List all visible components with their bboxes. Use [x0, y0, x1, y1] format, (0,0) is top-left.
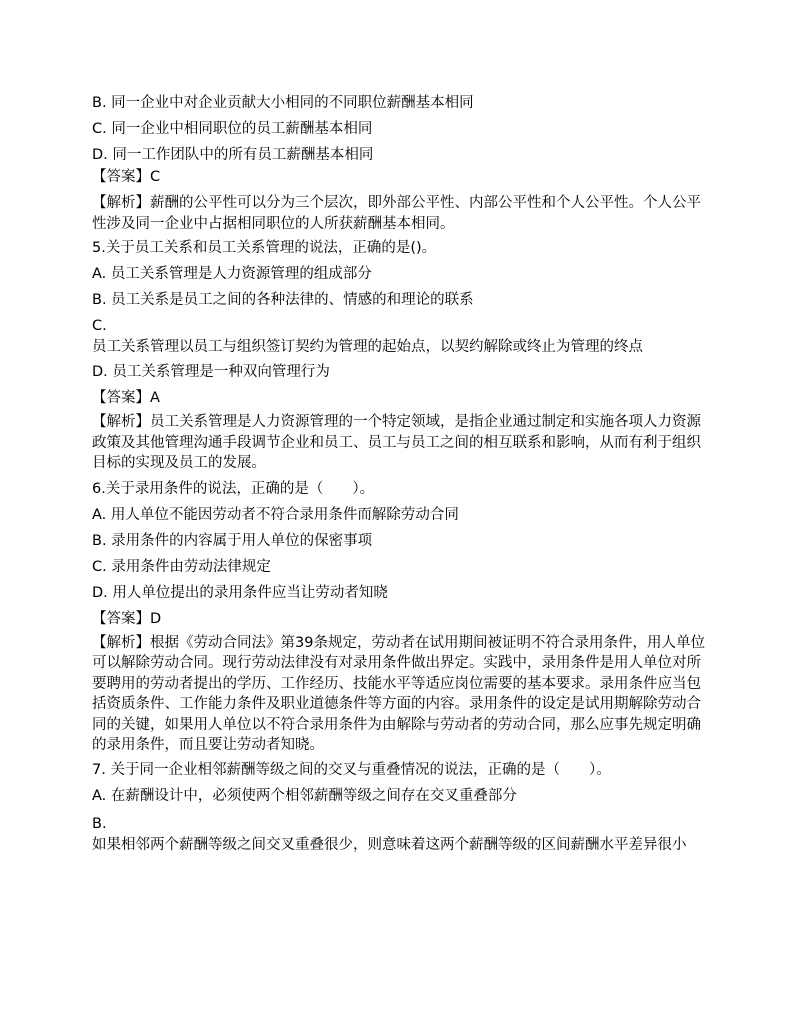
q5-option-c-label: C. — [92, 318, 107, 334]
q7-option-b-text: 如果相邻两个薪酬等级之间交叉重叠很少，则意味着这两个薪酬等级的区间薪酬水平差异很小 — [92, 836, 687, 853]
q5-option-d: D. 员工关系管理是一种双向管理行为 — [92, 364, 330, 380]
q7-option-b-label: B. — [92, 815, 107, 832]
q6-analysis: 【解析】根据《劳动合同法》第39条规定，劳动者在试用期间被证明不符合录用条件，用人单位可以解除劳动合同。现行劳动法律没有对录用条件做出界定。实践中，录用条件是用人单位对所要聘用的劳动者提出的学历、工作经历、技能水平等适应岗位需要的基本要求。录用条件应当包括资质条件、工作能力条件及职业道德条件等方面的内容。录用条件的设定是试用期解除劳动合同的关键，如果用人单位以不符合录用条件为由解除与劳动者的劳动合同，那么应事先规定明确的录用条件，而且要让劳动者知晓。 — [92, 634, 705, 753]
q5-option-a: A. 员工关系管理是人力资源管理的组成部分 — [92, 266, 372, 282]
q6-option-a: A. 用人单位不能因劳动者不符合录用条件而解除劳动合同 — [92, 506, 459, 523]
q5-answer: 【答案】A — [92, 390, 160, 406]
q5-option-b: B. 员工关系是员工之间的各种法律的、情感的和理论的联系 — [92, 292, 474, 308]
q4-option-b: B. 同一企业中对企业贡献大小相同的不同职位薪酬基本相同 — [92, 95, 474, 111]
q4-answer: 【答案】C — [92, 169, 161, 185]
q4-option-c: C. 同一企业中相同职位的员工薪酬基本相同 — [92, 121, 373, 137]
q7-option-a: A. 在薪酬设计中，必须使两个相邻薪酬等级之间存在交叉重叠部分 — [92, 787, 517, 804]
q7-stem: 7. 关于同一企业相邻薪酬等级之间的交叉与重叠情况的说法，正确的是（ ）。 — [92, 761, 611, 778]
q6-answer: 【答案】D — [92, 610, 162, 627]
q6-option-c: C. 录用条件由劳动法律规定 — [92, 558, 271, 575]
q6-stem: 6.关于录用条件的说法，正确的是（ ）。 — [92, 480, 375, 497]
q5-option-c-text: 员工关系管理以员工与组织签订契约为管理的起始点，以契约解除或终止为管理的终点 — [92, 339, 643, 355]
q6-option-b: B. 录用条件的内容属于用人单位的保密事项 — [92, 532, 373, 549]
q4-option-d: D. 同一工作团队中的所有员工薪酬基本相同 — [92, 147, 374, 163]
q5-stem: 5.关于员工关系和员工关系管理的说法，正确的是()。 — [92, 240, 437, 256]
q4-analysis: 【解析】薪酬的公平性可以分为三个层次，即外部公平性、内部公平性和个人公平性。个人公平性涉及同一企业中占据相同职位的人所获薪酬基本相同。 — [92, 195, 701, 232]
document-page — [92, 92, 707, 855]
q5-analysis: 【解析】员工关系管理是人力资源管理的一个特定领域，是指企业通过制定和实施各项人力资源政策及其他管理沟通手段调节企业和员工、员工与员工之间的相互联系和影响，从而有利于组织目标的实现及员工的发展。 — [92, 414, 701, 471]
q6-option-d: D. 用人单位提出的录用条件应当让劳动者知晓 — [92, 584, 388, 601]
